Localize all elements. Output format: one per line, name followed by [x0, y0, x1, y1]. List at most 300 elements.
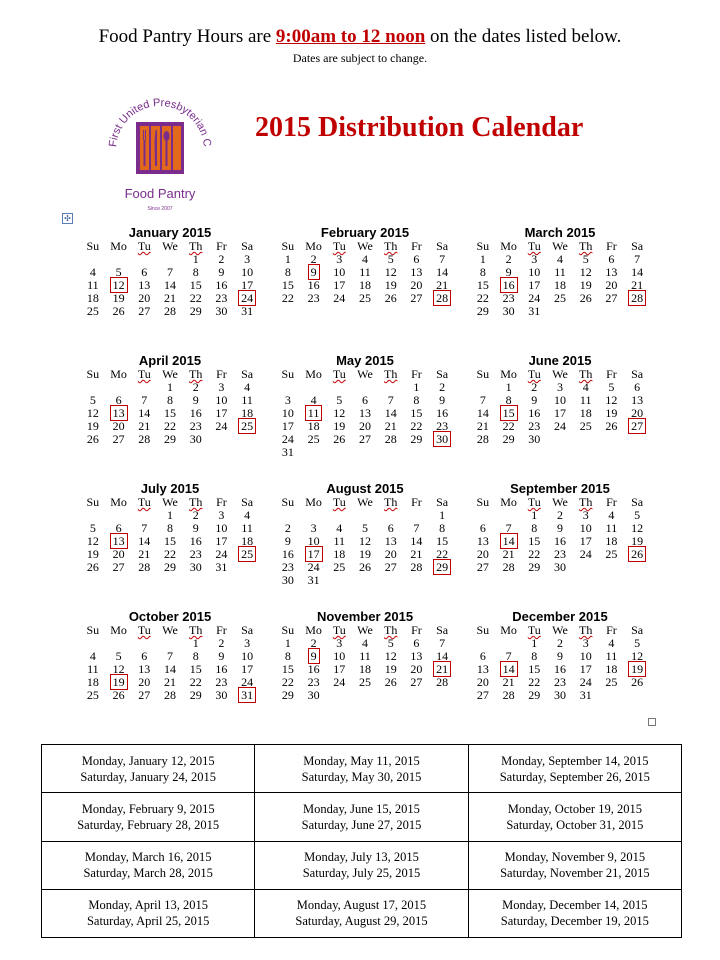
day-cell: 21 [502, 547, 515, 561]
saturday-date: Saturday, May 30, 2015 [301, 769, 422, 784]
day-cell: 13 [138, 278, 151, 292]
day-cell: 31 [579, 688, 592, 702]
day-cell: 21 [476, 419, 489, 433]
weekday-header: Th [384, 367, 398, 381]
day-cell: 20 [112, 419, 125, 433]
distribution-day-cell: 13 [112, 406, 125, 420]
day-cell: 13 [631, 393, 644, 407]
month-calendar [275, 354, 455, 459]
day-cell: 22 [410, 419, 423, 433]
day-cell: 3 [218, 380, 225, 394]
day-cell: 6 [141, 265, 148, 279]
weekday-header: Sa [436, 495, 449, 509]
day-cell: 10 [241, 649, 254, 663]
day-cell: 27 [138, 304, 151, 318]
day-cell: 27 [112, 560, 125, 574]
saturday-date: Saturday, August 29, 2015 [295, 914, 428, 929]
day-cell: 3 [336, 636, 343, 650]
day-cell: 26 [112, 688, 125, 702]
day-cell: 18 [358, 662, 371, 676]
day-cell: 16 [281, 547, 294, 561]
day-cell: 28 [163, 304, 176, 318]
weekday-header: Sa [631, 623, 644, 637]
distribution-day-cell: 24 [241, 291, 254, 305]
month-day-grid [470, 624, 650, 702]
day-cell: 1 [192, 636, 199, 650]
fork-icon [144, 140, 146, 166]
day-cell: 29 [189, 688, 202, 702]
saturday-date: Saturday, October 31, 2015 [506, 817, 644, 832]
month-name: January 2015 [128, 225, 212, 240]
day-cell: 1 [531, 636, 538, 650]
distribution-day-cell: 28 [631, 291, 644, 305]
weekday-header: Tu [332, 623, 346, 637]
day-cell: 30 [281, 573, 294, 587]
day-cell: 21 [631, 278, 644, 292]
day-cell: 29 [502, 432, 515, 446]
weekday-header: We [552, 495, 568, 509]
weekday-header: Mo [110, 239, 127, 253]
monday-date: Monday, July 13, 2015 [304, 850, 419, 865]
month-calendar [80, 226, 260, 318]
logo-pantry-text: Food Pantry [124, 186, 196, 201]
distribution-day-cell: 28 [436, 291, 449, 305]
day-cell: 14 [631, 265, 644, 279]
weekday-header: Su [86, 239, 100, 253]
day-cell: 7 [439, 636, 446, 650]
day-cell: 13 [138, 662, 151, 676]
day-cell: 29 [528, 560, 541, 574]
day-cell: 2 [284, 521, 291, 535]
day-cell: 12 [579, 265, 592, 279]
day-cell: 12 [384, 649, 397, 663]
monday-date: Monday, October 19, 2015 [507, 801, 642, 816]
day-cell: 22 [163, 419, 176, 433]
day-cell: 27 [476, 688, 489, 702]
logo-bar-right [173, 126, 181, 170]
day-cell: 16 [436, 406, 449, 420]
weekday-header: Tu [527, 239, 541, 253]
day-cell: 29 [476, 304, 489, 318]
weekday-header: Fr [411, 367, 422, 381]
table-row [42, 889, 682, 937]
day-cell: 26 [86, 560, 99, 574]
monday-date: Monday, November 9, 2015 [504, 850, 646, 865]
day-cell: 14 [436, 265, 449, 279]
day-cell: 3 [218, 508, 225, 522]
day-cell: 6 [608, 252, 615, 266]
month-day-grid [80, 496, 260, 574]
weekday-header: Su [476, 239, 490, 253]
monday-date: Monday, April 13, 2015 [88, 898, 208, 913]
distribution-day-cell: 25 [241, 547, 254, 561]
day-cell: 2 [556, 508, 563, 522]
day-cell: 24 [281, 432, 294, 446]
day-cell: 26 [333, 432, 346, 446]
weekday-header: Su [281, 367, 295, 381]
day-cell: 18 [241, 534, 254, 548]
distribution-day-cell: 12 [112, 278, 125, 292]
day-cell: 17 [333, 278, 346, 292]
day-cell: 19 [86, 419, 99, 433]
month-name: October 2015 [128, 609, 212, 624]
distribution-day-cell: 31 [241, 688, 254, 702]
day-cell: 3 [336, 252, 343, 266]
day-cell: 9 [284, 534, 291, 548]
day-cell: 1 [531, 508, 538, 522]
logo-graphic [100, 86, 220, 216]
day-cell: 4 [582, 380, 589, 394]
distribution-day-cell: 17 [307, 547, 320, 561]
weekday-header: Th [384, 495, 398, 509]
day-cell: 25 [358, 675, 371, 689]
day-cell: 10 [215, 521, 228, 535]
day-cell: 8 [192, 265, 199, 279]
weekday-header: Su [281, 239, 295, 253]
day-cell: 17 [579, 534, 592, 548]
saturday-date: Saturday, April 25, 2015 [86, 914, 210, 929]
weekday-header: Sa [241, 623, 254, 637]
day-cell: 8 [531, 649, 538, 663]
day-cell: 10 [307, 534, 320, 548]
date-pair-cell [468, 745, 681, 793]
day-cell: 16 [215, 662, 228, 676]
day-cell: 16 [553, 662, 566, 676]
monday-date: Monday, February 9, 2015 [81, 801, 215, 816]
month-day-grid [470, 240, 650, 318]
day-cell: 19 [384, 278, 397, 292]
month-calendar [470, 354, 650, 446]
distribution-day-cell: 9 [310, 265, 317, 279]
day-cell: 6 [413, 252, 420, 266]
pantry-hours-heading [0, 26, 720, 48]
day-cell: 5 [387, 636, 394, 650]
day-cell: 2 [218, 636, 225, 650]
day-cell: 30 [307, 688, 320, 702]
day-cell: 28 [502, 560, 515, 574]
distribution-day-cell: 14 [502, 534, 515, 548]
day-cell: 24 [241, 675, 254, 689]
day-cell: 11 [359, 265, 371, 279]
day-cell: 22 [436, 547, 449, 561]
day-cell: 15 [528, 662, 541, 676]
monday-date: Monday, January 12, 2015 [81, 753, 215, 768]
day-cell: 30 [189, 432, 202, 446]
day-cell: 8 [284, 265, 291, 279]
weekday-header: Fr [216, 239, 227, 253]
day-cell: 23 [215, 291, 228, 305]
day-cell: 2 [531, 380, 538, 394]
saturday-date: Saturday, January 24, 2015 [80, 769, 216, 784]
day-cell: 29 [410, 432, 423, 446]
day-cell: 24 [553, 419, 566, 433]
day-cell: 14 [163, 662, 176, 676]
day-cell: 29 [189, 304, 202, 318]
day-cell: 24 [579, 675, 592, 689]
day-cell: 25 [307, 432, 320, 446]
weekday-header: Fr [411, 239, 422, 253]
day-cell: 6 [413, 636, 420, 650]
day-cell: 23 [215, 675, 228, 689]
weekday-header: We [162, 367, 178, 381]
day-cell: 26 [384, 675, 397, 689]
day-cell: 24 [333, 291, 346, 305]
day-cell: 24 [307, 560, 320, 574]
month-name: August 2015 [326, 481, 404, 496]
weekday-header: Th [189, 239, 203, 253]
day-cell: 6 [634, 380, 641, 394]
day-cell: 7 [505, 521, 512, 535]
day-cell: 8 [505, 393, 512, 407]
day-cell: 1 [479, 252, 486, 266]
day-cell: 30 [215, 688, 228, 702]
day-cell: 19 [579, 278, 592, 292]
weekday-header: Tu [527, 495, 541, 509]
date-pair-cell [255, 889, 468, 937]
month-name: December 2015 [512, 609, 608, 624]
weekday-header: Sa [631, 495, 644, 509]
saturday-date: Saturday, June 27, 2015 [301, 817, 422, 832]
weekday-header: Mo [500, 623, 517, 637]
day-cell: 17 [579, 662, 592, 676]
weekday-header: Tu [137, 239, 151, 253]
day-cell: 17 [241, 278, 254, 292]
month-day-grid [275, 496, 455, 587]
day-cell: 9 [556, 649, 563, 663]
month-day-grid [470, 368, 650, 446]
day-cell: 8 [192, 649, 199, 663]
date-pair-cell [468, 841, 681, 889]
weekday-header: Mo [305, 367, 322, 381]
day-cell: 11 [554, 265, 566, 279]
weekday-header: Su [281, 495, 295, 509]
day-cell: 20 [476, 547, 489, 561]
day-cell: 18 [579, 406, 592, 420]
weekday-header: Su [476, 495, 490, 509]
day-cell: 4 [361, 252, 368, 266]
day-cell: 15 [436, 534, 449, 548]
day-cell: 30 [502, 304, 515, 318]
weekday-header: Mo [500, 495, 517, 509]
day-cell: 5 [115, 265, 122, 279]
saturday-date: Saturday, March 28, 2015 [83, 866, 213, 881]
day-cell: 8 [479, 265, 486, 279]
day-cell: 2 [192, 508, 199, 522]
day-cell: 29 [528, 688, 541, 702]
distribution-day-cell: 19 [112, 675, 125, 689]
day-cell: 2 [310, 636, 317, 650]
day-cell: 13 [384, 534, 397, 548]
day-cell: 7 [387, 393, 394, 407]
day-cell: 10 [553, 393, 566, 407]
day-cell: 20 [476, 675, 489, 689]
day-cell: 22 [163, 547, 176, 561]
day-cell: 29 [163, 560, 176, 574]
day-cell: 21 [436, 278, 449, 292]
weekday-header: Su [476, 367, 490, 381]
weekday-header: Fr [606, 239, 617, 253]
day-cell: 9 [192, 521, 199, 535]
day-cell: 16 [528, 406, 541, 420]
weekday-header: Tu [137, 495, 151, 509]
day-cell: 25 [86, 304, 99, 318]
day-cell: 19 [605, 406, 618, 420]
day-cell: 18 [605, 662, 618, 676]
day-cell: 31 [241, 304, 254, 318]
day-cell: 10 [215, 393, 228, 407]
day-cell: 13 [476, 534, 489, 548]
day-cell: 26 [86, 432, 99, 446]
day-cell: 28 [436, 675, 449, 689]
day-cell: 24 [215, 547, 228, 561]
day-cell: 17 [553, 406, 566, 420]
month-name: June 2015 [528, 353, 592, 368]
day-cell: 22 [281, 291, 294, 305]
monday-date: Monday, August 17, 2015 [296, 898, 427, 913]
month-day-grid [80, 240, 260, 318]
move-handle-icon[interactable]: ✣ [62, 213, 73, 224]
day-cell: 14 [436, 649, 449, 663]
day-cell: 5 [361, 521, 368, 535]
day-cell: 28 [163, 688, 176, 702]
month-name: July 2015 [140, 481, 200, 496]
day-cell: 14 [163, 278, 176, 292]
day-cell: 5 [582, 252, 589, 266]
day-cell: 27 [410, 675, 423, 689]
day-cell: 14 [476, 406, 489, 420]
date-pair-cell [468, 889, 681, 937]
table-row [42, 745, 682, 793]
hours-suffix: on the dates listed below. [425, 26, 622, 47]
weekday-header: We [552, 623, 568, 637]
day-cell: 12 [358, 534, 371, 548]
weekday-header: Th [579, 239, 593, 253]
date-pair-cell [468, 793, 681, 841]
monday-date: Monday, May 11, 2015 [303, 753, 420, 768]
day-cell: 14 [138, 406, 151, 420]
day-cell: 5 [89, 521, 96, 535]
weekday-header: We [357, 495, 373, 509]
day-cell: 23 [502, 291, 515, 305]
weekday-header: Tu [332, 495, 346, 509]
day-cell: 25 [605, 547, 618, 561]
weekday-header: Sa [241, 495, 254, 509]
date-pair-cell [42, 793, 255, 841]
day-cell: 3 [582, 508, 589, 522]
day-cell: 19 [631, 534, 644, 548]
month-calendar [470, 482, 650, 574]
weekday-header: Mo [110, 367, 127, 381]
day-cell: 30 [553, 688, 566, 702]
weekday-header: Fr [216, 367, 227, 381]
day-cell: 7 [479, 393, 486, 407]
weekday-header: Fr [606, 623, 617, 637]
day-cell: 12 [605, 393, 618, 407]
distribution-day-cell: 25 [241, 419, 254, 433]
day-cell: 24 [579, 547, 592, 561]
distribution-dates-table [41, 744, 682, 938]
day-cell: 10 [333, 649, 346, 663]
day-cell: 20 [384, 547, 397, 561]
day-cell: 22 [528, 547, 541, 561]
day-cell: 21 [138, 547, 151, 561]
day-cell: 31 [215, 560, 228, 574]
distribution-day-cell: 26 [631, 547, 644, 561]
day-cell: 7 [505, 649, 512, 663]
day-cell: 21 [138, 419, 151, 433]
day-cell: 1 [192, 252, 199, 266]
distribution-day-cell: 30 [436, 432, 449, 446]
day-cell: 15 [163, 534, 176, 548]
day-cell: 20 [605, 278, 618, 292]
day-cell: 17 [333, 662, 346, 676]
day-cell: 27 [112, 432, 125, 446]
day-cell: 18 [358, 278, 371, 292]
day-cell: 11 [605, 521, 618, 535]
day-cell: 1 [284, 636, 291, 650]
day-cell: 14 [384, 406, 397, 420]
day-cell: 13 [476, 662, 489, 676]
day-cell: 15 [281, 278, 294, 292]
distribution-day-cell: 9 [310, 649, 317, 663]
weekday-header: Fr [606, 367, 617, 381]
day-cell: 16 [307, 662, 320, 676]
weekday-header: Mo [110, 623, 127, 637]
spoon-handle [166, 140, 168, 166]
day-cell: 25 [358, 291, 371, 305]
distribution-day-cell: 14 [502, 662, 515, 676]
weekday-header: Sa [241, 239, 254, 253]
weekday-header: We [357, 623, 373, 637]
day-cell: 21 [502, 675, 515, 689]
weekday-header: Mo [305, 495, 322, 509]
day-cell: 9 [556, 521, 563, 535]
day-cell: 20 [631, 406, 644, 420]
day-cell: 27 [138, 688, 151, 702]
day-cell: 6 [361, 393, 368, 407]
day-cell: 2 [556, 636, 563, 650]
weekday-header: Su [281, 623, 295, 637]
day-cell: 14 [410, 534, 423, 548]
day-cell: 12 [631, 521, 644, 535]
day-cell: 1 [505, 380, 512, 394]
day-cell: 27 [358, 432, 371, 446]
weekday-header: Mo [500, 239, 517, 253]
day-cell: 4 [608, 636, 615, 650]
day-cell: 10 [528, 265, 541, 279]
weekday-header: Th [579, 623, 593, 637]
day-cell: 18 [86, 675, 99, 689]
weekday-header: Th [384, 623, 398, 637]
day-cell: 3 [244, 636, 251, 650]
day-cell: 24 [528, 291, 541, 305]
weekday-header: Fr [411, 623, 422, 637]
day-cell: 4 [89, 649, 96, 663]
day-cell: 3 [284, 393, 291, 407]
weekday-header: Su [86, 623, 100, 637]
day-cell: 2 [192, 380, 199, 394]
day-cell: 12 [86, 534, 99, 548]
day-cell: 4 [336, 521, 343, 535]
day-cell: 15 [163, 406, 176, 420]
day-cell: 18 [605, 534, 618, 548]
day-cell: 22 [502, 419, 515, 433]
day-cell: 23 [307, 291, 320, 305]
day-cell: 4 [608, 508, 615, 522]
weekday-header: Su [86, 495, 100, 509]
end-marker-icon [648, 718, 656, 726]
saturday-date: Saturday, July 25, 2015 [302, 866, 421, 881]
